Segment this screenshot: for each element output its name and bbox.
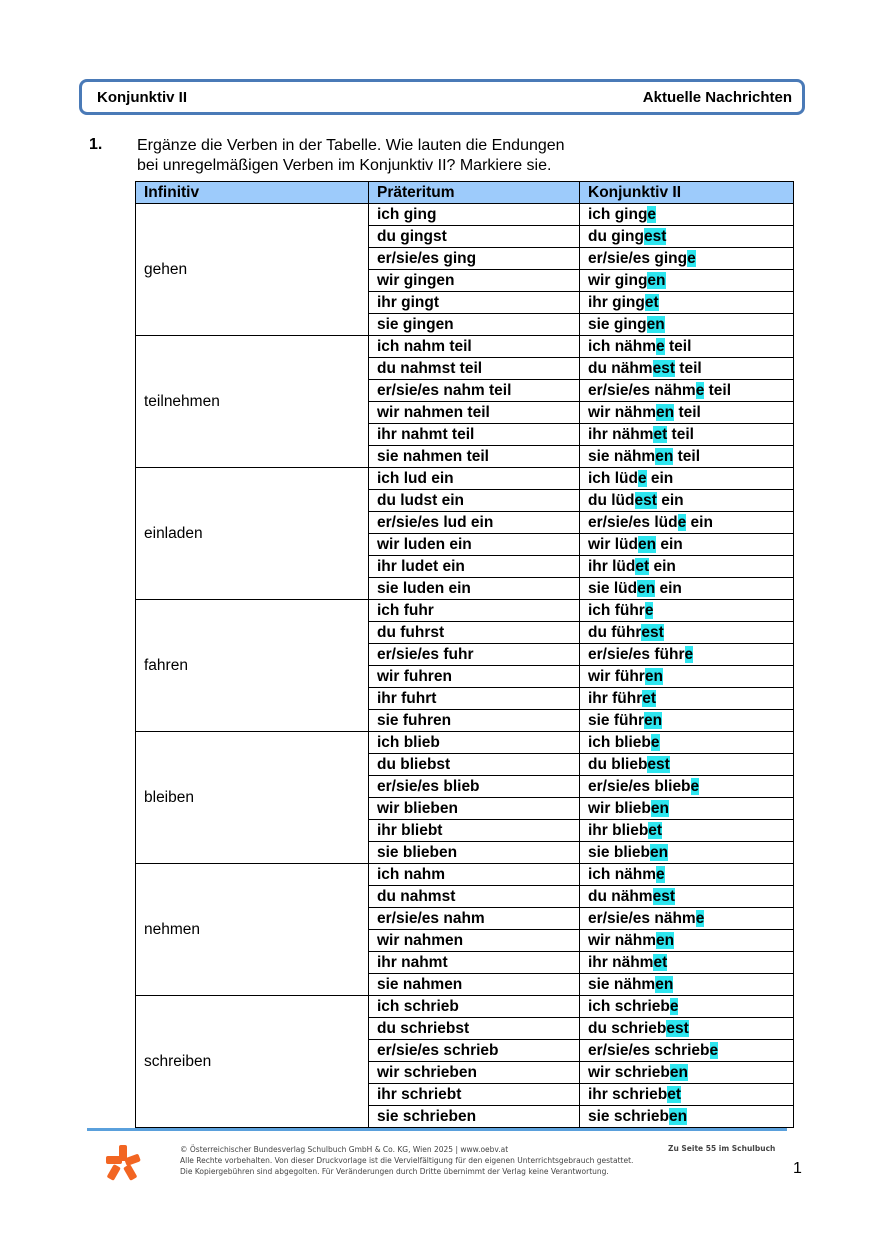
konjunktiv-stem: du schrieb bbox=[588, 1020, 667, 1037]
konjunktiv-ending-highlight: e bbox=[677, 514, 687, 531]
footer-line-2: Alle Rechte vorbehalten. Von dieser Druckvorlage ist die Vervielfältigung für den eigenen Unterrichtsgebrauch gestattet. bbox=[180, 1156, 634, 1165]
konjunktiv-cell bbox=[580, 446, 794, 468]
praeteritum-cell: sie nahmen bbox=[369, 974, 580, 996]
praeteritum-cell: wir gingen bbox=[369, 270, 580, 292]
konjunktiv-particle: teil bbox=[667, 426, 694, 443]
praeteritum-cell: sie fuhren bbox=[369, 710, 580, 732]
praeteritum-cell: ihr bliebt bbox=[369, 820, 580, 842]
praeteritum-cell: ihr gingt bbox=[369, 292, 580, 314]
konjunktiv-stem: er/sie/es nähm bbox=[588, 382, 696, 399]
task-text bbox=[137, 136, 777, 176]
verb-table bbox=[135, 181, 794, 1128]
konjunktiv-cell bbox=[580, 336, 794, 358]
konjunktiv-cell bbox=[580, 314, 794, 336]
konjunktiv-particle: teil bbox=[674, 404, 701, 421]
konjunktiv-ending-highlight: est bbox=[666, 1020, 689, 1037]
konjunktiv-cell bbox=[580, 1084, 794, 1106]
konjunktiv-ending-highlight: en bbox=[637, 580, 656, 597]
konjunktiv-cell bbox=[580, 820, 794, 842]
konjunktiv-stem: ich führ bbox=[588, 602, 645, 619]
konjunktiv-cell bbox=[580, 380, 794, 402]
footer-reference: Zu Seite 55 im Schulbuch bbox=[668, 1144, 776, 1153]
verb-table-body bbox=[136, 204, 794, 1128]
konjunktiv-cell bbox=[580, 644, 794, 666]
konjunktiv-ending-highlight: e bbox=[656, 866, 665, 883]
praeteritum-cell: du gingst bbox=[369, 226, 580, 248]
konjunktiv-stem: sie schrieb bbox=[588, 1108, 669, 1125]
konjunktiv-ending-highlight: e bbox=[695, 382, 705, 399]
praeteritum-cell: sie schrieben bbox=[369, 1106, 580, 1128]
konjunktiv-cell bbox=[580, 798, 794, 820]
konjunktiv-stem: du führ bbox=[588, 624, 642, 641]
konjunktiv-cell bbox=[580, 512, 794, 534]
praeteritum-cell: du fuhrst bbox=[369, 622, 580, 644]
praeteritum-cell: wir nahmen teil bbox=[369, 402, 580, 424]
konjunktiv-ending-highlight: en bbox=[646, 316, 665, 333]
praeteritum-cell: wir luden ein bbox=[369, 534, 580, 556]
table-row bbox=[136, 732, 794, 754]
konjunktiv-ending-highlight: est bbox=[641, 624, 664, 641]
konjunktiv-stem: sie führ bbox=[588, 712, 644, 729]
konjunktiv-cell bbox=[580, 930, 794, 952]
konjunktiv-cell bbox=[580, 710, 794, 732]
konjunktiv-stem: ich nähm bbox=[588, 866, 657, 883]
konjunktiv-ending-highlight: en bbox=[650, 800, 669, 817]
konjunktiv-stem: du nähm bbox=[588, 888, 653, 905]
konjunktiv-particle: teil bbox=[704, 382, 732, 399]
konjunktiv-stem: er/sie/es schrieb bbox=[588, 1042, 710, 1059]
table-row bbox=[136, 204, 794, 226]
konjunktiv-ending-highlight: est bbox=[643, 228, 667, 245]
konjunktiv-particle: ein bbox=[656, 492, 684, 509]
konjunktiv-stem: wir lüd bbox=[588, 536, 638, 553]
konjunktiv-ending-highlight: e bbox=[684, 646, 694, 663]
praeteritum-cell: er/sie/es fuhr bbox=[369, 644, 580, 666]
konjunktiv-cell bbox=[580, 886, 794, 908]
praeteritum-cell: sie gingen bbox=[369, 314, 580, 336]
praeteritum-cell: er/sie/es lud ein bbox=[369, 512, 580, 534]
konjunktiv-stem: ihr führ bbox=[588, 690, 643, 707]
konjunktiv-ending-highlight: et bbox=[667, 1086, 682, 1103]
konjunktiv-stem: ihr lüd bbox=[588, 558, 636, 575]
konjunktiv-stem: du blieb bbox=[588, 756, 648, 773]
praeteritum-cell: ich fuhr bbox=[369, 600, 580, 622]
konjunktiv-cell bbox=[580, 974, 794, 996]
konjunktiv-stem: ich ging bbox=[588, 206, 648, 223]
konjunktiv-cell bbox=[580, 204, 794, 226]
konjunktiv-cell bbox=[580, 292, 794, 314]
praeteritum-cell: du nahmst bbox=[369, 886, 580, 908]
konjunktiv-cell bbox=[580, 688, 794, 710]
task-line-2: bei unregelmäßigen Verben im Konjunktiv II? Markiere sie. bbox=[137, 157, 552, 174]
konjunktiv-cell bbox=[580, 578, 794, 600]
praeteritum-cell: wir schrieben bbox=[369, 1062, 580, 1084]
konjunktiv-ending-highlight: en bbox=[656, 404, 675, 421]
konjunktiv-cell bbox=[580, 534, 794, 556]
konjunktiv-stem: wir nähm bbox=[588, 404, 657, 421]
header-praeteritum: Präteritum bbox=[369, 182, 580, 204]
konjunktiv-ending-highlight: est bbox=[647, 756, 670, 773]
footer-divider bbox=[87, 1128, 787, 1131]
konjunktiv-stem: ihr schrieb bbox=[588, 1086, 668, 1103]
header-right-title: Aktuelle Nachrichten bbox=[642, 88, 792, 106]
konjunktiv-cell bbox=[580, 842, 794, 864]
konjunktiv-cell bbox=[580, 248, 794, 270]
table-header-row bbox=[136, 182, 794, 204]
konjunktiv-ending-highlight: en bbox=[669, 1064, 688, 1081]
praeteritum-cell: er/sie/es schrieb bbox=[369, 1040, 580, 1062]
konjunktiv-ending-highlight: e bbox=[644, 602, 654, 619]
konjunktiv-stem: wir nähm bbox=[588, 932, 657, 949]
praeteritum-cell: wir fuhren bbox=[369, 666, 580, 688]
task-line-1: Ergänze die Verben in der Tabelle. Wie lauten die Endungen bbox=[137, 137, 565, 154]
praeteritum-cell: ich lud ein bbox=[369, 468, 580, 490]
task-number: 1. bbox=[89, 136, 103, 153]
konjunktiv-ending-highlight: et bbox=[648, 822, 663, 839]
konjunktiv-ending-highlight: e bbox=[695, 910, 705, 927]
konjunktiv-ending-highlight: e bbox=[687, 250, 696, 267]
konjunktiv-ending-highlight: e bbox=[650, 734, 660, 751]
konjunktiv-cell bbox=[580, 1062, 794, 1084]
konjunktiv-particle: ein bbox=[656, 536, 683, 553]
konjunktiv-cell bbox=[580, 1040, 794, 1062]
table-row bbox=[136, 468, 794, 490]
footer-copyright bbox=[180, 1144, 633, 1177]
konjunktiv-particle: teil bbox=[673, 448, 700, 465]
oebv-logo-icon bbox=[104, 1143, 142, 1181]
konjunktiv-ending-highlight: e bbox=[637, 470, 647, 487]
konjunktiv-cell bbox=[580, 490, 794, 512]
konjunktiv-particle: teil bbox=[664, 338, 692, 355]
praeteritum-cell: er/sie/es blieb bbox=[369, 776, 580, 798]
konjunktiv-stem: du lüd bbox=[588, 492, 635, 509]
konjunktiv-stem: sie ging bbox=[588, 316, 647, 333]
praeteritum-cell: wir nahmen bbox=[369, 930, 580, 952]
praeteritum-cell: du schriebst bbox=[369, 1018, 580, 1040]
konjunktiv-particle: ein bbox=[649, 558, 676, 575]
infinitive-cell: einladen bbox=[136, 468, 369, 600]
konjunktiv-stem: er/sie/es führ bbox=[588, 646, 685, 663]
konjunktiv-ending-highlight: en bbox=[669, 1108, 688, 1125]
konjunktiv-cell bbox=[580, 226, 794, 248]
konjunktiv-particle: ein bbox=[655, 580, 682, 597]
konjunktiv-cell bbox=[580, 270, 794, 292]
konjunktiv-ending-highlight: et bbox=[653, 954, 668, 971]
praeteritum-cell: er/sie/es nahm bbox=[369, 908, 580, 930]
praeteritum-cell: ich schrieb bbox=[369, 996, 580, 1018]
konjunktiv-cell bbox=[580, 732, 794, 754]
konjunktiv-stem: sie nähm bbox=[588, 448, 656, 465]
konjunktiv-ending-highlight: en bbox=[647, 272, 666, 289]
konjunktiv-cell bbox=[580, 556, 794, 578]
konjunktiv-cell bbox=[580, 358, 794, 380]
table-row bbox=[136, 996, 794, 1018]
infinitive-cell: teilnehmen bbox=[136, 336, 369, 468]
konjunktiv-stem: ihr nähm bbox=[588, 426, 654, 443]
praeteritum-cell: sie blieben bbox=[369, 842, 580, 864]
praeteritum-cell: du bliebst bbox=[369, 754, 580, 776]
konjunktiv-ending-highlight: et bbox=[642, 690, 657, 707]
konjunktiv-stem: er/sie/es nähm bbox=[588, 910, 696, 927]
konjunktiv-stem: wir blieb bbox=[588, 800, 651, 817]
infinitive-cell: nehmen bbox=[136, 864, 369, 996]
konjunktiv-stem: ich nähm bbox=[588, 338, 657, 355]
konjunktiv-cell bbox=[580, 622, 794, 644]
konjunktiv-cell bbox=[580, 666, 794, 688]
konjunktiv-stem: ich lüd bbox=[588, 470, 638, 487]
konjunktiv-ending-highlight: e bbox=[690, 778, 700, 795]
konjunktiv-stem: ihr nähm bbox=[588, 954, 654, 971]
konjunktiv-cell bbox=[580, 908, 794, 930]
konjunktiv-cell bbox=[580, 1106, 794, 1128]
praeteritum-cell: ich ging bbox=[369, 204, 580, 226]
konjunktiv-ending-highlight: en bbox=[650, 844, 669, 861]
praeteritum-cell: ich blieb bbox=[369, 732, 580, 754]
konjunktiv-particle: teil bbox=[675, 360, 702, 377]
konjunktiv-ending-highlight: e bbox=[656, 338, 665, 355]
praeteritum-cell: ich nahm bbox=[369, 864, 580, 886]
praeteritum-cell: er/sie/es ging bbox=[369, 248, 580, 270]
konjunktiv-ending-highlight: et bbox=[653, 426, 668, 443]
table-row bbox=[136, 336, 794, 358]
infinitive-cell: fahren bbox=[136, 600, 369, 732]
konjunktiv-stem: er/sie/es ging bbox=[588, 250, 688, 267]
praeteritum-cell: ich nahm teil bbox=[369, 336, 580, 358]
praeteritum-cell: sie luden ein bbox=[369, 578, 580, 600]
konjunktiv-ending-highlight: e bbox=[709, 1042, 719, 1059]
konjunktiv-cell bbox=[580, 952, 794, 974]
konjunktiv-cell bbox=[580, 864, 794, 886]
konjunktiv-cell bbox=[580, 996, 794, 1018]
konjunktiv-stem: ich schrieb bbox=[588, 998, 670, 1015]
konjunktiv-stem: ihr blieb bbox=[588, 822, 649, 839]
konjunktiv-cell bbox=[580, 1018, 794, 1040]
konjunktiv-ending-highlight: en bbox=[637, 536, 657, 553]
konjunktiv-particle: ein bbox=[686, 514, 713, 531]
konjunktiv-stem: ihr ging bbox=[588, 294, 645, 311]
konjunktiv-ending-highlight: est bbox=[652, 360, 675, 377]
konjunktiv-ending-highlight: est bbox=[652, 888, 675, 905]
konjunktiv-cell bbox=[580, 468, 794, 490]
page-number: 1 bbox=[793, 1160, 802, 1177]
konjunktiv-ending-highlight: est bbox=[634, 492, 657, 509]
praeteritum-cell: ihr nahmt bbox=[369, 952, 580, 974]
konjunktiv-stem: er/sie/es lüd bbox=[588, 514, 678, 531]
konjunktiv-stem: ich blieb bbox=[588, 734, 651, 751]
praeteritum-cell: ihr schriebt bbox=[369, 1084, 580, 1106]
footer-line-3: Die Kopiergebühren sind abgegolten. Für Veränderungen durch Dritte übernimmt der Verlag keine Verantwortung. bbox=[180, 1167, 609, 1176]
infinitive-cell: gehen bbox=[136, 204, 369, 336]
konjunktiv-stem: er/sie/es blieb bbox=[588, 778, 691, 795]
infinitive-cell: bleiben bbox=[136, 732, 369, 864]
konjunktiv-stem: du nähm bbox=[588, 360, 653, 377]
konjunktiv-ending-highlight: e bbox=[647, 206, 657, 223]
konjunktiv-cell bbox=[580, 402, 794, 424]
konjunktiv-ending-highlight: en bbox=[643, 712, 663, 729]
table-row bbox=[136, 600, 794, 622]
header-box bbox=[79, 79, 805, 115]
footer-line-1: © Österreichischer Bundesverlag Schulbuch GmbH & Co. KG, Wien 2025 | www.oebv.at bbox=[180, 1145, 509, 1154]
konjunktiv-ending-highlight: en bbox=[655, 448, 674, 465]
praeteritum-cell: du ludst ein bbox=[369, 490, 580, 512]
konjunktiv-ending-highlight: en bbox=[644, 668, 663, 685]
praeteritum-cell: ihr nahmt teil bbox=[369, 424, 580, 446]
konjunktiv-stem: wir schrieb bbox=[588, 1064, 670, 1081]
praeteritum-cell: er/sie/es nahm teil bbox=[369, 380, 580, 402]
praeteritum-cell: wir blieben bbox=[369, 798, 580, 820]
konjunktiv-cell bbox=[580, 754, 794, 776]
praeteritum-cell: ihr ludet ein bbox=[369, 556, 580, 578]
konjunktiv-cell bbox=[580, 776, 794, 798]
konjunktiv-stem: sie nähm bbox=[588, 976, 656, 993]
konjunktiv-stem: wir ging bbox=[588, 272, 648, 289]
table-row bbox=[136, 864, 794, 886]
konjunktiv-stem: wir führ bbox=[588, 668, 645, 685]
konjunktiv-ending-highlight: en bbox=[656, 932, 675, 949]
konjunktiv-cell bbox=[580, 600, 794, 622]
konjunktiv-particle: ein bbox=[646, 470, 674, 487]
header-infinitiv: Infinitiv bbox=[136, 182, 369, 204]
praeteritum-cell: ihr fuhrt bbox=[369, 688, 580, 710]
konjunktiv-stem: sie lüd bbox=[588, 580, 638, 597]
konjunktiv-ending-highlight: et bbox=[635, 558, 650, 575]
konjunktiv-stem: sie blieb bbox=[588, 844, 651, 861]
konjunktiv-ending-highlight: en bbox=[655, 976, 674, 993]
header-left-title: Konjunktiv II bbox=[97, 88, 187, 106]
infinitive-cell: schreiben bbox=[136, 996, 369, 1128]
konjunktiv-ending-highlight: et bbox=[644, 294, 659, 311]
konjunktiv-stem: du ging bbox=[588, 228, 644, 245]
header-konjunktiv: Konjunktiv II bbox=[580, 182, 794, 204]
konjunktiv-cell bbox=[580, 424, 794, 446]
praeteritum-cell: sie nahmen teil bbox=[369, 446, 580, 468]
praeteritum-cell: du nahmst teil bbox=[369, 358, 580, 380]
konjunktiv-ending-highlight: e bbox=[669, 998, 679, 1015]
